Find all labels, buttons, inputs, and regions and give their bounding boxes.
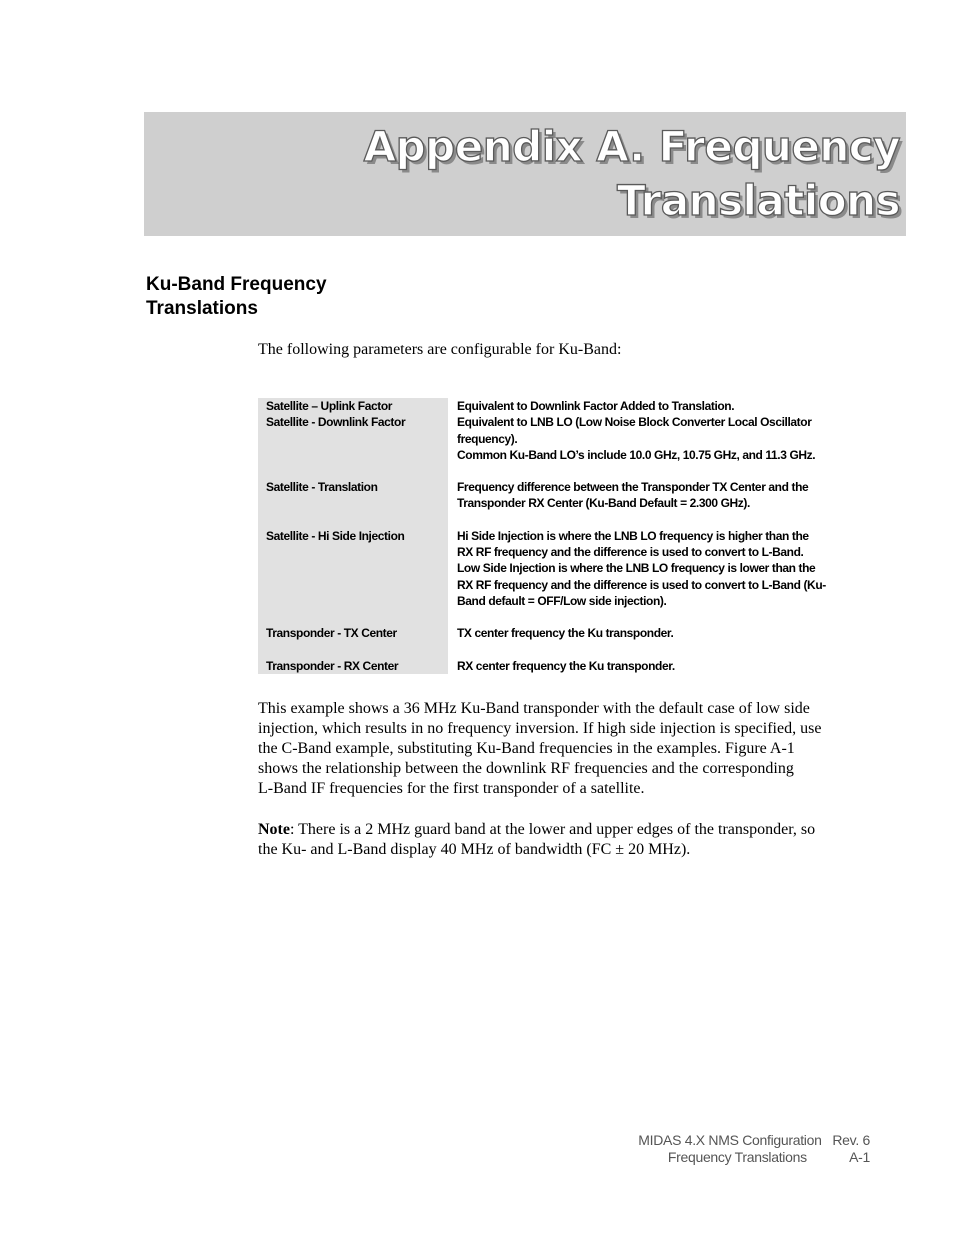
footer-revision: Rev. 6 [832, 1132, 870, 1148]
description-line: RX RF frequency and the difference is used to convert to L-Band. [457, 545, 804, 560]
section-heading [146, 273, 327, 321]
parameter-name: Transponder - RX Center [258, 658, 453, 674]
parameters-table [258, 398, 838, 674]
parameter-description [453, 625, 839, 657]
description-line: Hi Side Injection is where the LNB LO frequency is higher than the [457, 528, 809, 543]
description-line: Frequency difference between the Transponder TX Center and the [457, 480, 809, 495]
description-line: Low Side Injection is where the LNB LO frequency is lower than the [457, 561, 816, 576]
note-label: Note [258, 821, 290, 838]
parameter-description [453, 414, 839, 479]
paragraph-line: injection, which results in no frequency inversion. If high side injection is specified, use [258, 720, 822, 737]
table-row [258, 479, 838, 528]
paragraph-line: the C-Band example, substituting Ku-Band frequencies in the examples. Figure A-1 [258, 740, 795, 757]
appendix-title-line-2: Translations [617, 176, 900, 225]
parameter-description [453, 658, 839, 674]
description-line: Common Ku-Band LO’s include 10.0 GHz, 10.75 GHz, and 11.3 GHz. [457, 447, 816, 462]
footer-doc-title: MIDAS 4.X NMS Configuration [638, 1132, 822, 1148]
page-footer [638, 1132, 870, 1166]
appendix-title-line-1: Appendix A. Frequency [363, 122, 900, 171]
parameter-name: Satellite - Downlink Factor [258, 414, 453, 479]
paragraph-line: This example shows a 36 MHz Ku-Band transponder with the default case of low side [258, 700, 810, 717]
intro-text: The following parameters are configurable for Ku-Band: [258, 341, 622, 358]
description-line: TX center frequency the Ku transponder. [457, 626, 674, 641]
section-heading-line-1: Ku-Band Frequency [146, 274, 327, 295]
parameter-description [453, 528, 839, 625]
description-line: Equivalent to LNB LO (Low Noise Block Converter Local Oscillator [457, 415, 812, 430]
description-line: Band default = OFF/Low side injection). [457, 593, 667, 608]
parameter-name: Transponder - TX Center [258, 625, 453, 657]
footer-row-1 [638, 1132, 870, 1149]
footer-page-number: A-1 [849, 1149, 870, 1165]
paragraph-line: L-Band IF frequencies for the first transponder of a satellite. [258, 780, 645, 797]
paragraph-line: shows the relationship between the downlink RF frequencies and the corresponding [258, 760, 794, 777]
description-line: RX center frequency the Ku transponder. [457, 658, 675, 673]
table-row [258, 658, 838, 674]
footer-row-2 [638, 1149, 870, 1166]
parameter-name: Satellite - Translation [258, 479, 453, 528]
description-line: frequency). [457, 431, 518, 446]
example-paragraph [258, 699, 873, 799]
footer-chapter: Frequency Translations [667, 1149, 807, 1165]
note-line: the Ku- and L-Band display 40 MHz of bandwidth (FC ± 20 MHz). [258, 841, 691, 858]
description-line: Equivalent to Downlink Factor Added to Translation. [457, 399, 735, 413]
note-line [258, 820, 873, 840]
appendix-title-banner [144, 112, 906, 236]
description-line: Transponder RX Center (Ku-Band Default = 2.300 GHz). [457, 496, 750, 511]
note-paragraph [258, 820, 873, 860]
description-line: RX RF frequency and the difference is used to convert to L-Band (Ku- [457, 577, 826, 592]
table-row [258, 414, 838, 479]
table-row [258, 398, 838, 414]
table-row [258, 528, 838, 625]
note-text: : There is a 2 MHz guard band at the lower and upper edges of the transponder, so [289, 821, 816, 838]
table-row [258, 625, 838, 657]
parameter-description [453, 479, 839, 528]
parameter-name: Satellite – Uplink Factor [258, 398, 453, 414]
section-heading-line-2: Translations [146, 298, 258, 319]
parameter-description [453, 398, 839, 414]
parameter-name: Satellite - Hi Side Injection [258, 528, 453, 625]
